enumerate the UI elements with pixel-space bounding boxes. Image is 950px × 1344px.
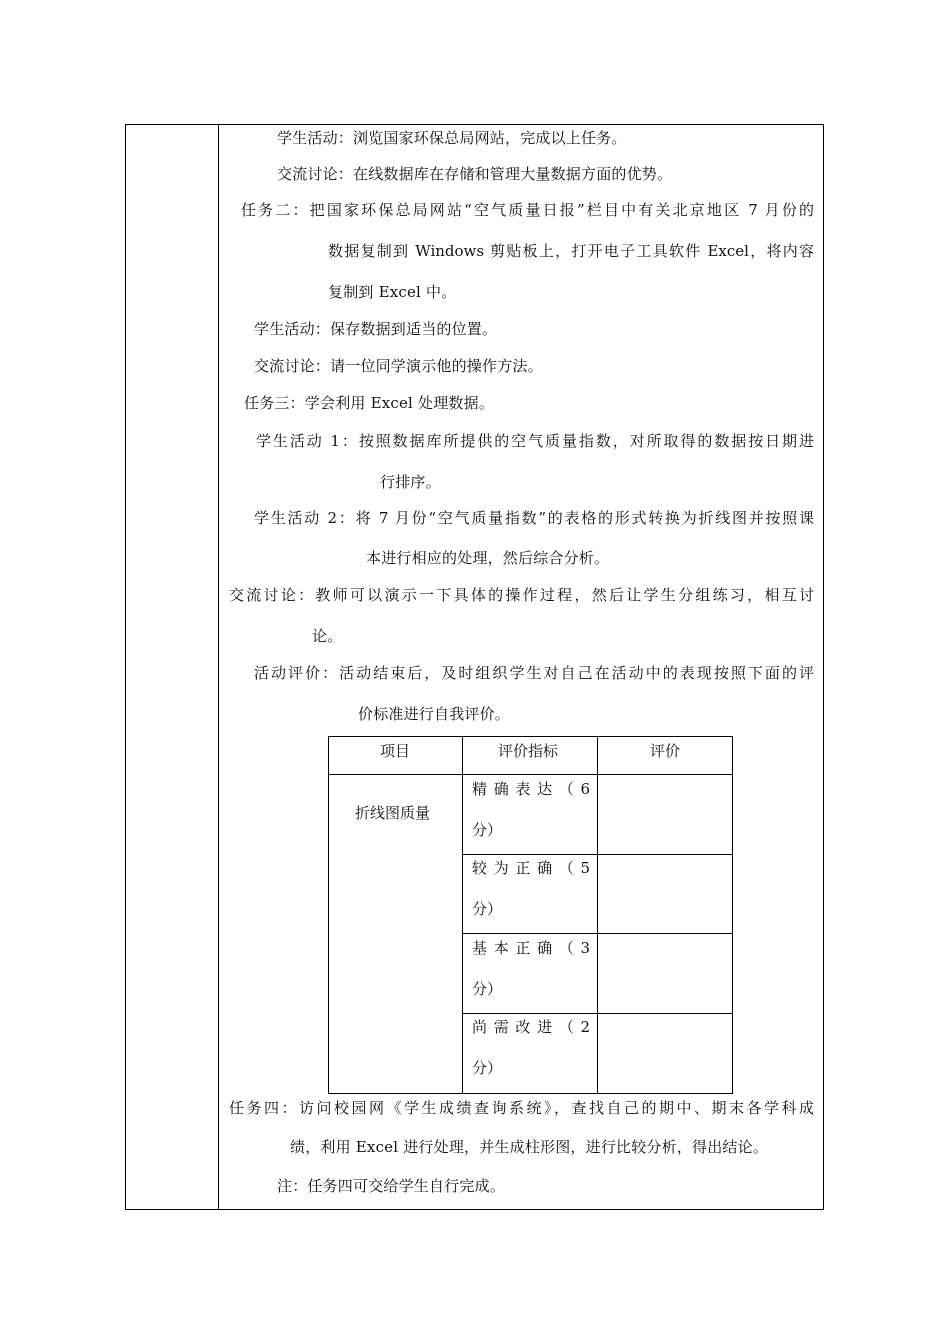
task-three: 任务三：学会利用 Excel 处理数据。 bbox=[244, 394, 495, 412]
discussion-teacher-demo-line1: 交流讨论：教师可以演示一下具体的操作过程，然后让学生分组练习，相互讨 bbox=[229, 586, 814, 604]
header-criteria: 评价指标 bbox=[498, 742, 559, 760]
lesson-table-column-divider bbox=[218, 124, 219, 1210]
evaluation-table-divider-1 bbox=[462, 736, 463, 1094]
discussion-online-database: 交流讨论：在线数据库在存储和管理大量数据方面的优势。 bbox=[277, 165, 673, 183]
task-two-line2: 数据复制到 Windows 剪贴板上，打开电子工具软件 Excel，将内容 bbox=[328, 242, 814, 260]
student-activity-save: 学生活动：保存数据到适当的位置。 bbox=[254, 320, 498, 338]
student-activity-one-line1: 学生活动 1：按照数据库所提供的空气质量指数，对所取得的数据按日期进 bbox=[256, 432, 814, 450]
criterion-1-line1: 精确表达（6 bbox=[472, 780, 590, 798]
criterion-3-line2: 分） bbox=[472, 980, 503, 998]
task-four-line1: 任务四：访问校园网《学生成绩查询系统》，查找自己的期中、期末各学科成 bbox=[229, 1099, 814, 1117]
criterion-2-line1: 较为正确（5 bbox=[472, 859, 590, 877]
evaluation-table-row-rule-1 bbox=[462, 854, 733, 855]
discussion-demonstrate: 交流讨论：请一位同学演示他的操作方法。 bbox=[254, 357, 543, 375]
header-item: 项目 bbox=[380, 742, 411, 760]
evaluation-table-row-rule-3 bbox=[462, 1013, 733, 1014]
note-task-four: 注：任务四可交给学生自行完成。 bbox=[277, 1177, 506, 1195]
student-activity-one-line2: 行排序。 bbox=[380, 473, 441, 491]
evaluation-table-row-rule-2 bbox=[462, 933, 733, 934]
task-two-line3: 复制到 Excel 中。 bbox=[328, 283, 457, 301]
criterion-3-line1: 基本正确（3 bbox=[472, 939, 590, 957]
activity-evaluation-line2: 价标准进行自我评价。 bbox=[358, 705, 511, 723]
student-activity-two-line2: 本进行相应的处理，然后综合分析。 bbox=[366, 549, 610, 567]
criterion-1-line2: 分） bbox=[472, 821, 503, 839]
task-two-line1: 任务二：把国家环保总局网站“空气质量日报”栏目中有关北京地区 7 月份的 bbox=[241, 201, 814, 219]
criterion-2-line2: 分） bbox=[472, 900, 503, 918]
criterion-4-line1: 尚需改进（2 bbox=[472, 1018, 590, 1036]
header-rating: 评价 bbox=[650, 742, 681, 760]
task-four-line2: 绩，利用 Excel 进行处理，并生成柱形图，进行比较分析，得出结论。 bbox=[290, 1138, 769, 1156]
student-activity-two-line1: 学生活动 2：将 7 月份“空气质量指数”的表格的形式转换为折线图并按照课 bbox=[254, 509, 814, 527]
item-line-chart-quality: 折线图质量 bbox=[355, 804, 431, 822]
evaluation-table-header-rule bbox=[328, 774, 733, 775]
activity-evaluation-line1: 活动评价：活动结束后，及时组织学生对自己在活动中的表现按照下面的评 bbox=[254, 664, 814, 682]
discussion-teacher-demo-line2: 论。 bbox=[312, 627, 343, 645]
criterion-4-line2: 分） bbox=[472, 1059, 503, 1077]
evaluation-table-divider-2 bbox=[597, 736, 598, 1094]
student-activity-browse: 学生活动：浏览国家环保总局网站，完成以上任务。 bbox=[277, 129, 627, 147]
